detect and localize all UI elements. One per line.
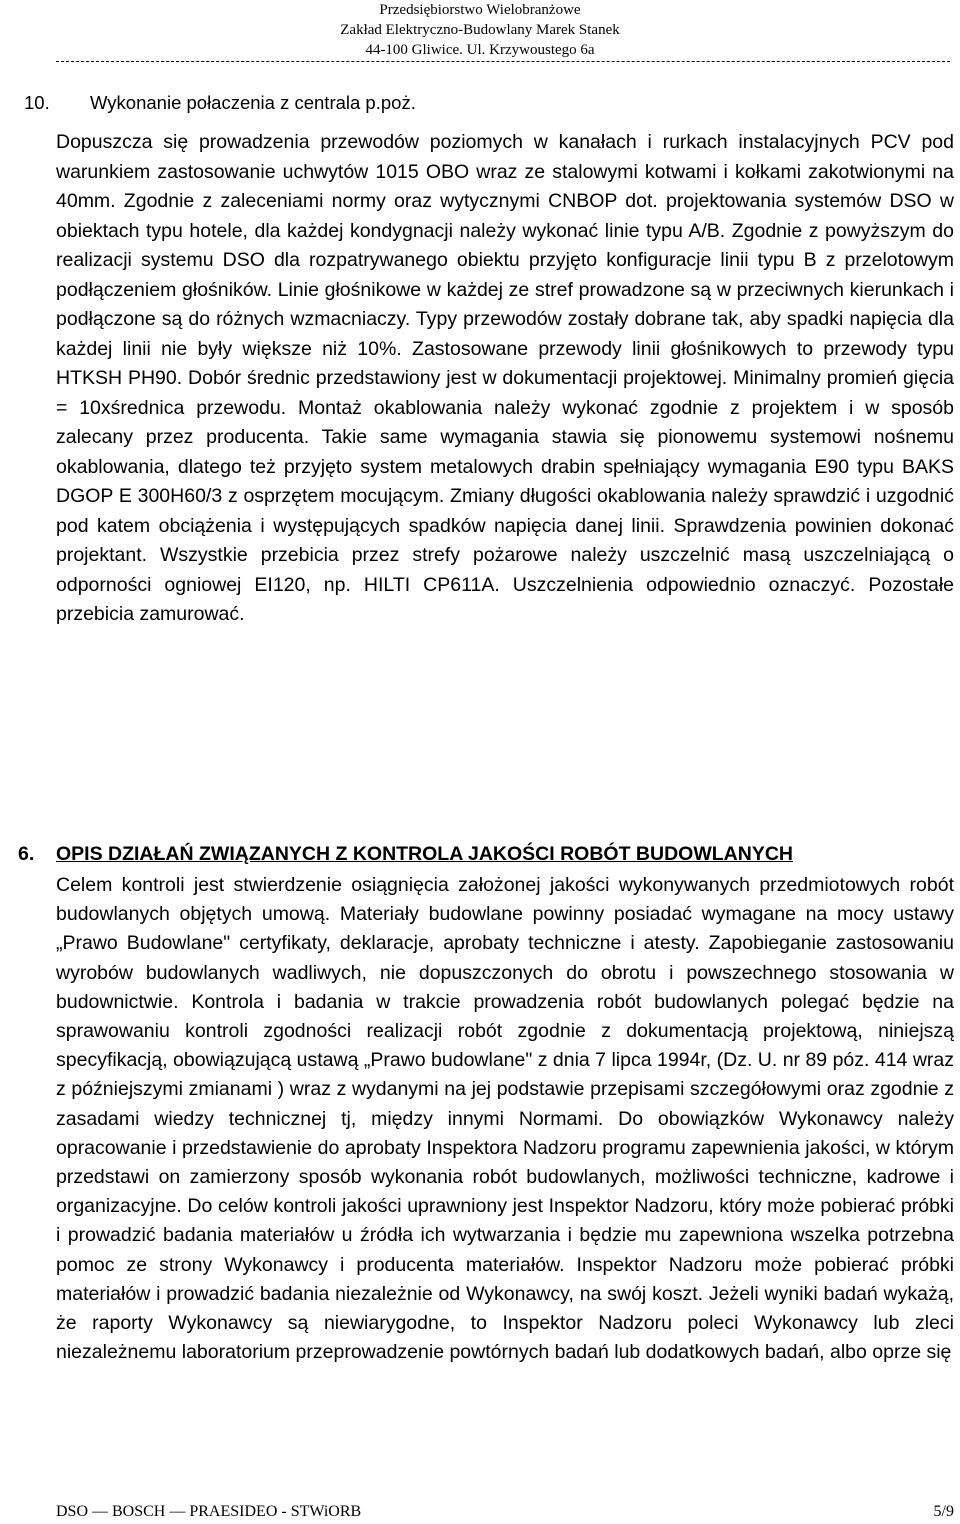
header-separator — [56, 61, 950, 62]
section-10-body: Dopuszcza się prowadzenia przewodów poziomych w kanałach i rurkach instalacyjnych PCV pod warunkiem zastosowanie uchwytów 1015 OBO wraz ze stalowymi kotwami i kołkami zakotwionymi na 40mm. Zgodnie z zaleceniami normy oraz wytycznymi CNBOP dot. projektowania systemów DSO w obiektach typu hotele, dla każdej kondygnacji należy wykonać linie typu A/B. Zgodnie z powyższym do realizacji systemu DSO dla rozpatrywanego obiektu przyjęto konfiguracje linii typu B z przelotowym podłączeniem głośników. Linie głośnikowe w każdej ze stref prowadzone są w przeciwnych kierunkach i podłączone są do różnych wzmacniaczy. Typy przewodów zostały dobrane tak, aby spadki napięcia dla każdej linii nie były większe niż 10%. Zastosowane przewody linii głośnikowych to przewody typu HTKSH PH90. Dobór średnic przedstawiony jest w dokumentacji projektowej. Minimalny promień gięcia = 10xśrednica przewodu. Montaż okablowania należy wykonać zgodnie z projektem i w sposób zalecany przez producenta. Takie same wymagania stawia się pionowemu systemowi nośnemu okablowania, dlatego też przyjęto system metalowych drabin spełniający wymagania E90 typu BAKS DGOP E 300H60/3 z osprzętem mocującym. Zmiany długości okablowania należy sprawdzić i uzgodnić pod katem obciążenia i występujących spadków napięcia danej linii. Sprawdzenia powinien dokonać projektant. Wszystkie przebicia przez strefy pożarowe należy uszczelnić masą uszczelniającą o odporności ogniowej EI120, np. HILTI CP611A. Uszczelnienia odpowiednio oznaczyć. Pozostałe przebicia zamurować. — [56, 131, 954, 625]
section-10-title: Wykonanie połaczenia z centrala p.poż. — [90, 92, 416, 113]
document-header — [0, 0, 960, 60]
section-10-number: 10. — [24, 92, 50, 113]
page-number: 5/9 — [933, 1503, 954, 1520]
footer-document-id: DSO — BOSCH — PRAESIDEO - STWiORB — [56, 1503, 362, 1520]
company-address: 44-100 Gliwice. Ul. Krzywoustego 6a — [365, 42, 595, 58]
section-6-title: OPIS DZIAŁAŃ ZWIĄZANYCH Z KONTROLA JAKOŚCI ROBÓT BUDOWLANYCH — [56, 843, 793, 865]
section-10-heading — [24, 92, 416, 114]
document-footer — [56, 1503, 954, 1523]
company-name: Przedsiębiorstwo Wielobranżowe — [379, 2, 581, 18]
section-6-heading — [18, 843, 793, 866]
company-subtitle: Zakład Elektryczno-Budowlany Marek Stanek — [340, 22, 620, 38]
section-6-body: Celem kontroli jest stwierdzenie osiągnięcia założonej jakości wykonywanych przedmiotowych robót budowlanych objętych umową. Materiały budowlane powinny posiadać wymagane na mocy ustawy „Prawo Budowlane" certyfikaty, deklaracje, aprobaty techniczne i atesty. Zapobieganie zastosowaniu wyrobów budowlanych wadliwych, nie dopuszczonych do obrotu i powszechnego stosowania w budownictwie. Kontrola i badania w trakcie prowadzenia robót budowlanych polegać będzie na sprawowaniu kontroli zgodności realizacji robót zgodnie z dokumentacją projektową, niniejszą specyfikacją, obowiązującą ustawą „Prawo budowlane" z dnia 7 lipca 1994r, (Dz. U. nr 89 póz. 414 wraz z późniejszymi zmianami ) wraz z wydanymi na jej podstawie przepisami szczegółowymi oraz zgodnie z zasadami wiedzy technicznej tj, między innymi Normami. Do obowiązków Wykonawcy należy opracowanie i przedstawienie do aprobaty Inspektora Nadzoru programu zapewnienia jakości, w którym przedstawi on zamierzony sposób wykonania robót budowlanych, możliwości techniczne, kadrowe i organizacyjne. Do celów kontroli jakości uprawniony jest Inspektor Nadzoru, który może pobierać próbki i prowadzić badania materiałów u źródła ich wytwarzania i będzie mu zapewniona wszelka potrzebna pomoc ze strony Wykonawcy i producenta materiałów. Inspektor Nadzoru może pobierać próbki materiałów i prowadzić badania niezależnie od Wykonawcy, na swój koszt. Jeżeli wyniki badań wykażą, że raporty Wykonawcy są niewiarygodne, to Inspektor Nadzoru poleci Wykonawcy lub zleci niezależnemu laboratorium przeprowadzenie powtórnych badań lub dodatkowych badań, albo oprze się — [56, 874, 954, 1364]
section-6-number: 6. — [18, 843, 35, 865]
